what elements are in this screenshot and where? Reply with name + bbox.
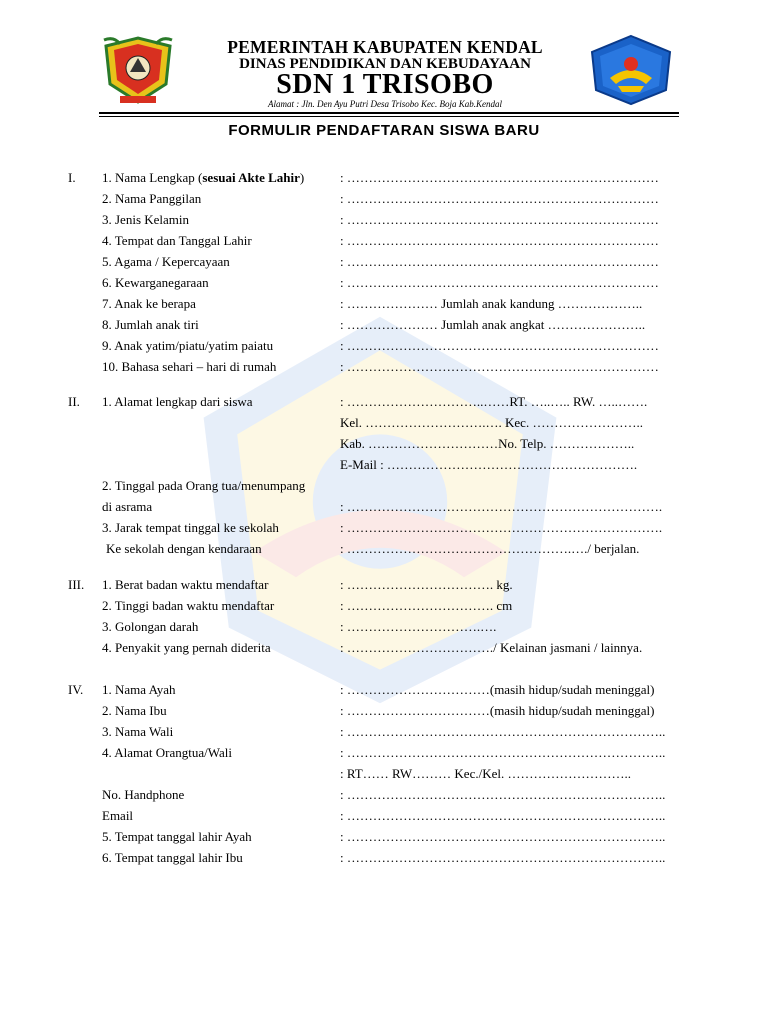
field-input-rt-rw[interactable]: : RT…… RW……… Kec./Kel. ……………………….. (340, 766, 631, 781)
field-input[interactable]: : ……………………………………………………………….. (340, 808, 666, 823)
section-numeral-ii: II. (68, 394, 80, 409)
field-input[interactable]: : ……………………………. kg. (340, 577, 513, 592)
field-input[interactable]: : ……………………………. cm (340, 598, 513, 613)
field-label-nama-lengkap: 1. Nama Lengkap (sesuai Akte Lahir) (102, 170, 305, 185)
field-label: 5. Agama / Kepercayaan (102, 254, 230, 269)
field-label-alamat: 1. Alamat lengkap dari siswa (102, 394, 253, 409)
field-input-email[interactable]: E-Mail : …………………………………………………. (340, 457, 638, 472)
field-input[interactable]: : ……………………………(masih hidup/sudah meninggal) (340, 682, 655, 697)
section-numeral-i: I. (68, 170, 76, 185)
field-label: 4. Penyakit yang pernah diderita (102, 640, 271, 655)
field-input-kelurahan[interactable]: Kel. ……………………….…. Kec. …………………….. (340, 415, 643, 430)
field-input[interactable]: : ……………………………………………………………… (340, 212, 659, 227)
field-label: 2. Nama Ibu (102, 703, 167, 718)
government-heading: PEMERINTAH KABUPATEN KENDAL (227, 37, 543, 57)
field-input[interactable]: : ……………………………………………………………… (340, 233, 659, 248)
field-input-kabupaten[interactable]: Kab. …………………………No. Telp. ……………….. (340, 436, 635, 451)
school-name: SDN 1 TRISOBO (276, 69, 494, 100)
header-rule-thick (99, 112, 679, 114)
field-label: 3. Jenis Kelamin (102, 212, 190, 227)
field-input[interactable]: : ……………………………………………………………….. (340, 829, 666, 844)
field-label: 3. Golongan darah (102, 619, 199, 634)
field-input[interactable]: : ……………………………(masih hidup/sudah meninggal) (340, 703, 655, 718)
field-label: 2. Nama Panggilan (102, 191, 202, 206)
field-label: 2. Tinggi badan waktu mendaftar (102, 598, 275, 613)
field-label: 6. Kewarganegaraan (102, 275, 209, 290)
field-input[interactable]: : ……………………………………………………………… (340, 191, 659, 206)
field-label: 8. Jumlah anak tiri (102, 317, 199, 332)
form-title: FORMULIR PENDAFTARAN SISWA BARU (228, 122, 540, 139)
field-input-kendaraan[interactable]: : …………………………………………….…./ berjalan. (340, 541, 640, 556)
field-input-alamat[interactable]: : …………………………..……RT. …..….. RW. …..……. (340, 394, 648, 409)
field-input[interactable]: : ………………… Jumlah anak kandung ……………….. (340, 296, 643, 311)
field-input[interactable]: : ……………………………………………………………… (340, 275, 659, 290)
sdn-1-trisobo-logo (588, 34, 674, 106)
kendal-regency-logo (100, 36, 176, 106)
field-label-tinggal: 2. Tinggal pada Orang tua/menumpang (102, 478, 306, 493)
field-label: 6. Tempat tanggal lahir Ibu (102, 850, 243, 865)
field-label: 4. Alamat Orangtua/Wali (102, 745, 232, 760)
field-input[interactable]: : ……………………………………………………………… (340, 359, 659, 374)
section-numeral-iii: III. (68, 577, 85, 592)
department-heading: DINAS PENDIDIKAN DAN KEBUDAYAAN (239, 56, 531, 72)
field-label: No. Handphone (102, 787, 185, 802)
field-input[interactable]: : ………………… Jumlah anak angkat ………………….. (340, 317, 646, 332)
field-label: Email (102, 808, 134, 823)
section-numeral-iv: IV. (68, 682, 84, 697)
field-input[interactable]: : ………………………….…. (340, 619, 497, 634)
field-label: 7. Anak ke berapa (102, 296, 196, 311)
field-label: 5. Tempat tanggal lahir Ayah (102, 829, 252, 844)
field-label: 9. Anak yatim/piatu/yatim paiatu (102, 338, 274, 353)
field-label-tinggal-2: di asrama (102, 499, 153, 514)
school-address: Alamat : Jln. Den Ayu Putri Desa Trisobo Kec. Boja Kab.Kendal (267, 99, 503, 109)
field-label: 3. Nama Wali (102, 724, 174, 739)
field-label: 1. Nama Ayah (102, 682, 176, 697)
field-input[interactable]: : ……………………………………………………………….. (340, 745, 666, 760)
header-rule-thin (99, 116, 679, 117)
field-input[interactable]: : ……………………………………………………………….. (340, 850, 666, 865)
field-input[interactable]: : ……………………………./ Kelainan jasmani / lainnya. (340, 640, 643, 655)
field-input-tinggal[interactable]: : ………………………………………………………………. (340, 499, 663, 514)
field-input[interactable]: : ……………………………………………………………… (340, 338, 659, 353)
field-input[interactable]: : ……………………………………………………………….. (340, 787, 666, 802)
field-label-kendaraan: Ke sekolah dengan kendaraan (106, 541, 262, 556)
field-label: 4. Tempat dan Tanggal Lahir (102, 233, 252, 248)
field-label-jarak: 3. Jarak tempat tinggal ke sekolah (102, 520, 279, 535)
field-input-jarak[interactable]: : ………………………………………………………………. (340, 520, 663, 535)
field-input[interactable]: : ……………………………………………………………….. (340, 724, 666, 739)
field-label: 1. Berat badan waktu mendaftar (102, 577, 269, 592)
field-label: 10. Bahasa sehari – hari di rumah (102, 359, 277, 374)
field-input-nama-lengkap[interactable]: : ……………………………………………………………… (340, 170, 659, 185)
field-input[interactable]: : ……………………………………………………………… (340, 254, 659, 269)
